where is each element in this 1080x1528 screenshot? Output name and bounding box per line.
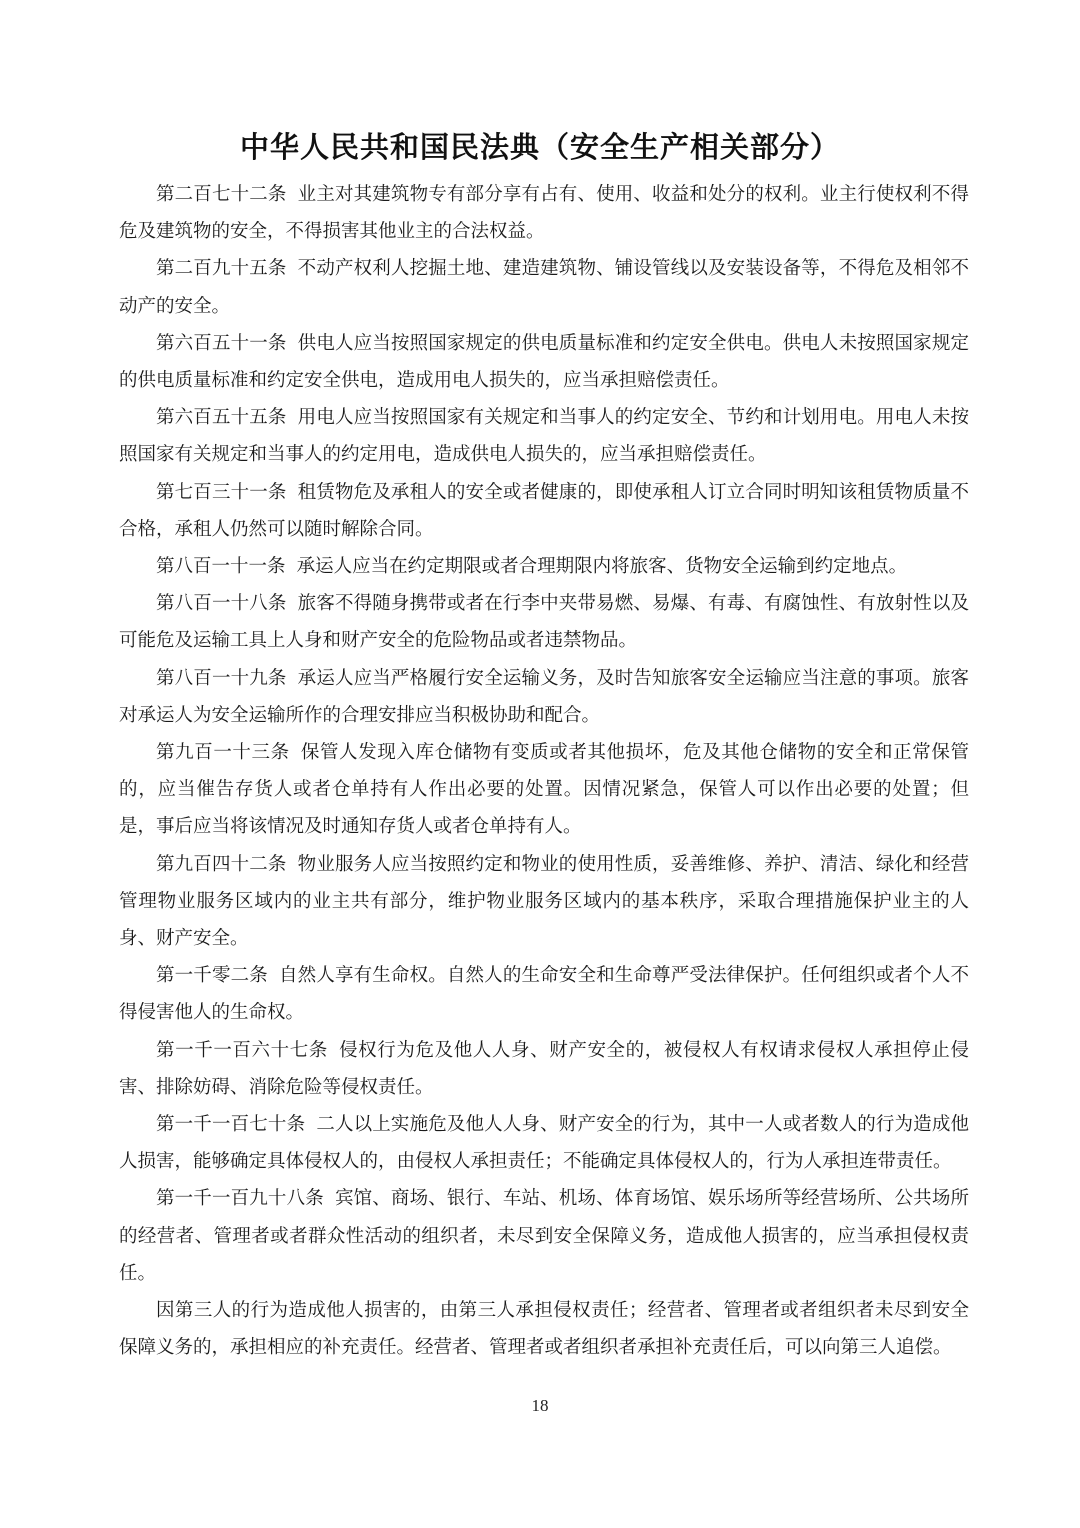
article-number: 第一千零二条 xyxy=(156,965,268,987)
paragraph xyxy=(119,734,969,846)
article-text: 侵权行为危及他人人身、财产安全的，被侵权人有权请求侵权人承担停止侵害、排除妨碍、消除危险等侵权责任。 xyxy=(119,1039,969,1098)
paragraph xyxy=(119,1032,969,1106)
article-number: 第二百九十五条 xyxy=(156,258,287,280)
document-body xyxy=(119,176,969,1367)
paragraph xyxy=(119,548,969,585)
article-number: 第一千一百七十条 xyxy=(156,1114,306,1136)
paragraph xyxy=(119,660,969,734)
article-number: 第九百一十三条 xyxy=(156,742,290,764)
article-number: 第八百一十九条 xyxy=(156,667,287,689)
paragraph xyxy=(119,1106,969,1180)
page-number: 18 xyxy=(531,1396,549,1415)
paragraph xyxy=(119,585,969,659)
article-number: 第九百四十二条 xyxy=(156,853,287,875)
paragraph xyxy=(119,250,969,324)
article-text: 宾馆、商场、银行、车站、机场、体育场馆、娱乐场所等经营场所、公共场所的经营者、管理者或者群众性活动的组织者，未尽到安全保障义务，造成他人损害的，应当承担侵权责任。 xyxy=(119,1188,969,1284)
paragraph xyxy=(119,1292,969,1366)
article-text: 用电人应当按照国家有关规定和当事人的约定安全、节约和计划用电。用电人未按照国家有关规定和当事人的约定用电，造成供电人损失的，应当承担赔偿责任。 xyxy=(119,407,969,466)
paragraph xyxy=(119,957,969,1031)
paragraph xyxy=(119,846,969,958)
article-text: 保管人发现入库仓储物有变质或者其他损坏，危及其他仓储物的安全和正常保管的，应当催告存货人或者仓单持有人作出必要的处置。因情况紧急，保管人可以作出必要的处置；但是，事后应当将该情况及时通知存货人或者仓单持有人。 xyxy=(119,742,969,838)
article-number: 第六百五十五条 xyxy=(156,407,287,429)
article-text: 自然人享有生命权。自然人的生命安全和生命尊严受法律保护。任何组织或者个人不得侵害他人的生命权。 xyxy=(119,965,969,1024)
article-text: 物业服务人应当按照约定和物业的使用性质，妥善维修、养护、清洁、绿化和经营管理物业服务区域内的业主共有部分，维护物业服务区域内的基本秩序，采取合理措施保护业主的人身、财产安全。 xyxy=(119,853,969,950)
article-text: 旅客不得随身携带或者在行李中夹带易燃、易爆、有毒、有腐蚀性、有放射性以及可能危及运输工具上人身和财产安全的危险物品或者违禁物品。 xyxy=(119,593,969,652)
article-number: 第一千一百六十七条 xyxy=(156,1039,328,1061)
article-text: 不动产权利人挖掘土地、建造建筑物、铺设管线以及安装设备等，不得危及相邻不动产的安全。 xyxy=(119,258,969,317)
article-text: 租赁物危及承租人的安全或者健康的，即使承租人订立合同时明知该租赁物质量不合格，承租人仍然可以随时解除合同。 xyxy=(119,481,969,540)
article-text: 业主对其建筑物专有部分享有占有、使用、收益和处分的权利。业主行使权利不得危及建筑物的安全，不得损害其他业主的合法权益。 xyxy=(119,184,969,243)
paragraph xyxy=(119,474,969,548)
article-number: 第八百一十一条 xyxy=(156,556,286,578)
article-text: 因第三人的行为造成他人损害的，由第三人承担侵权责任；经营者、管理者或者组织者未尽到安全保障义务的，承担相应的补充责任。经营者、管理者或者组织者承担补充责任后，可以向第三人追偿。 xyxy=(119,1300,969,1359)
article-text: 承运人应当在约定期限或者合理期限内将旅客、货物安全运输到约定地点。 xyxy=(296,556,908,578)
paragraph xyxy=(119,325,969,399)
page-title: 中华人民共和国民法典（安全生产相关部分） xyxy=(239,130,840,164)
paragraph xyxy=(119,1180,969,1292)
article-text: 承运人应当严格履行安全运输义务，及时告知旅客安全运输应当注意的事项。旅客对承运人为安全运输所作的合理安排应当积极协助和配合。 xyxy=(119,667,969,726)
paragraph xyxy=(119,176,969,250)
article-number: 第一千一百九十八条 xyxy=(156,1188,324,1210)
article-number: 第八百一十八条 xyxy=(156,593,287,615)
article-text: 二人以上实施危及他人人身、财产安全的行为，其中一人或者数人的行为造成他人损害，能够确定具体侵权人的，由侵权人承担责任；不能确定具体侵权人的，行为人承担连带责任。 xyxy=(119,1114,969,1173)
article-number: 第七百三十一条 xyxy=(156,481,287,503)
article-text: 供电人应当按照国家规定的供电质量标准和约定安全供电。供电人未按照国家规定的供电质量标准和约定安全供电，造成用电人损失的，应当承担赔偿责任。 xyxy=(119,332,969,392)
paragraph xyxy=(119,399,969,473)
article-number: 第六百五十一条 xyxy=(156,332,287,354)
article-number: 第二百七十二条 xyxy=(156,184,287,205)
